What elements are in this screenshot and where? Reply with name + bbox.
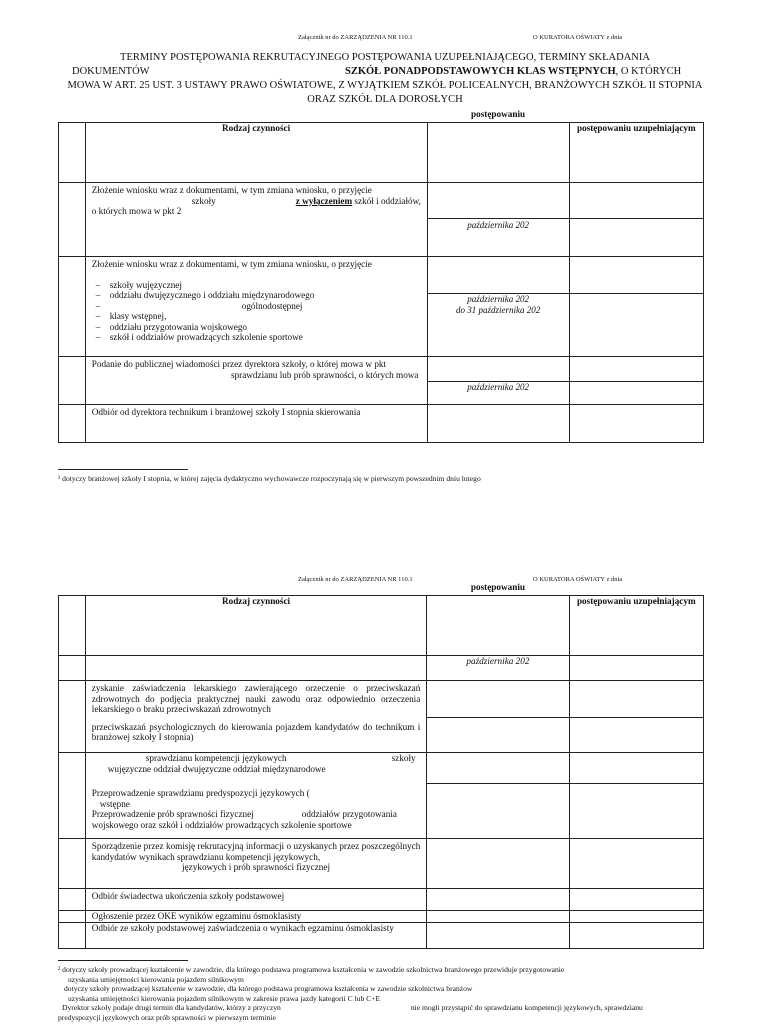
row3-activity: Podanie do publicznej wiadomości przez dyrektora szkoły, o której mowa w pkt sprawdzianu lub prób sprawności, o których mowa [85,357,427,405]
table-row [59,681,704,753]
page2-header-right: O KURATORA OŚWIATY z dnia [533,576,623,583]
col-suppl-header: postępowaniu uzupełniającym [569,596,703,656]
row4-activity: Odbiór od dyrektora technikum i branżowej szkoły I stopnia skierowania [85,405,427,443]
row1-activity: Złożenie wniosku wraz z dokumentami, w tym zmiana wniosku, o przyjęcie szkoły z wyłączeniem szkół i oddziałów, o których mowa w pkt 2 [85,183,427,257]
row1-line2: szkoły z wyłączeniem szkół i oddziałów, [191,195,421,206]
row3-date: października 202 [428,381,569,404]
p2-row3-line1: sprawdzianu kompetencji językowych szkoły [145,753,416,763]
col-activity-header: Rodzaj czynności [85,123,427,183]
table-row [59,656,704,681]
page1-title-line3: MOWA W ART. 25 UST. 3 USTAWY PRAWO OŚWIATOWE, Z WYJĄTKIEM SZKÓŁ POLICEALNYCH, BRANŻOWYCH SZKÓŁ II STOPNIA [67,80,703,91]
footnote-rule [58,469,188,470]
page2-schedule-table [58,582,704,949]
p2-row5-activity: Odbiór świadectwa ukończenia szkoły podstawowej [85,889,427,911]
page1-title-line2 [345,66,681,77]
col-proc-header: postępowaniu [427,123,569,183]
p2-row1-date: października 202 [427,656,569,681]
page1-title-line4: ORAZ SZKÓŁ DLA DOROSŁYCH [307,94,463,105]
p2-row3-activity: sprawdzianu kompetencji językowych szkoły wujęzyczne oddział dwujęzyczne oddział międzynarodowe Przeprowadzenie sprawdzianu predyspozycji językowych ( wstępne Przeprowadzenie prób sprawności fizycznej oddziałów przygotowania wojskowego oraz szkół i oddziałów prowadzących szkolenie sportowe [85,753,427,839]
table-row [59,357,704,405]
table-row [59,911,704,923]
p2-row4-activity: Sporządzenie przez komisję rekrutacyjną informacji o uzyskanych przez poszczególnych kandydatów wynikach sprawdzianu kompetencji językowych, językowych i prób sprawności fizycznej [85,839,427,889]
p2-row3-line6: Przeprowadzenie prób sprawności fizycznej oddziałów przygotowania [91,809,397,819]
table-header-row [59,596,704,656]
col-suppl-header: postępowaniu uzupełniającym [569,123,703,183]
page1-schedule-table [58,109,704,443]
p2-row6-activity: Ogłoszenie przez OKE wyników egzaminu ósmoklasisty [85,911,427,923]
p2-row7-activity: Odbiór ze szkoły podstawowej zaświadczenia o wynikach egzaminu ósmoklasisty [85,923,427,949]
page1-header-right: O KURATORA OŚWIATY z dnia [533,34,623,41]
row1-date: października 202 [428,218,569,256]
table-row [59,889,704,911]
p2-row2-activity: zyskanie zaświadczenia lekarskiego zawierającego orzeczenie o przeciwskazań zdrowotnych do podjęcia praktycznej nauki zawodu oraz odpowiednio orzeczenia lekarskiego o braku przeciwskazań zdrowotnych przeciwskazań psychologicznych do kierowania pojazdem kandydatów do technikum i branżowej szkoły I stopnia) [85,681,427,753]
page2-footnotes: ² dotyczy szkoły prowadzącej kształcenie w zawodzie, dla którego podstawa programowa kształcenia w zawodzie szkolnictwa branżowego przewiduje przygotowanie uzyskania umiejętności kierowania pojazdem silnikowym dotyczy szkoły prowadzącej kształcenie w zawodzie, dla którego podstawa programowa kształcenia w zawodzie szkolnictwa branżow uzyskania umiejętności kierowania pojazdem silnikowym w zakresie prawa jazdy kategorii C lub C+E Dyrektor szkoły podaje drugi termin dla kandydatów, którzy z przyczyn nie mogli przystąpić do sprawdzianu kompetencji językowych, sprawdzianu predyspozycji językowych oraz prób sprawności w pierwszym terminie [58,965,708,1022]
table-row [59,753,704,839]
table-row [59,839,704,889]
table-row [59,405,704,443]
page2-header-left: Załącznik nr do ZARZĄDZENIA NR 110.1 [298,576,413,583]
footnote-rule [58,960,188,961]
page1-footnote: ¹ dotyczy branżowej szkoły I stopnia, w której zajęcia dydaktyczno wychowawcze rozpoczynają się w pierwszym powszednim dniu lutego [58,474,481,483]
row2-activity: Złożenie wniosku wraz z dokumentami, w tym zmiana wniosku, o przyjęcie – szkoły wujęzycznej – oddziału dwujęzycznego i oddziału międzynarodowego – ogólnodostępnej – klasy wstępnej, – oddziału przygotowania wojskowego – szkół i oddziałów prowadzących szkolenie sportowe [85,257,427,357]
table-row [59,183,704,257]
col-activity-header: Rodzaj czynności [85,596,427,656]
table-row [59,923,704,949]
table-row [59,257,704,357]
page1-title-line2c: , O KTÓRYCH [615,66,682,77]
page1-title-schools: SZKÓŁ PONADPODSTAWOWYCH KLAS WSTĘPNYCH [345,66,616,77]
row2-dates: października 202 do 31 października 202 [428,293,569,356]
col-proc-header: postępowaniu [427,596,569,656]
table-header-row [59,123,704,183]
page1-title-line1: TERMINY POSTĘPOWANIA REKRUTACYJNEGO POSTĘPOWANIA UZUPEŁNIAJĄCEGO, TERMINY SKŁADANIA [120,52,650,63]
page1-title-line2a: DOKUMENTÓW [72,66,150,77]
footnote3-line1: Dyrektor szkoły podaje drugi termin dla kandydatów, którzy z przyczyn nie mogli przystąpić do sprawdzianu kompetencji językowych, sprawdzianu [62,1003,643,1012]
page1-header-left: Załącznik nr do ZARZĄDZENIA NR 110.1 [298,34,413,41]
